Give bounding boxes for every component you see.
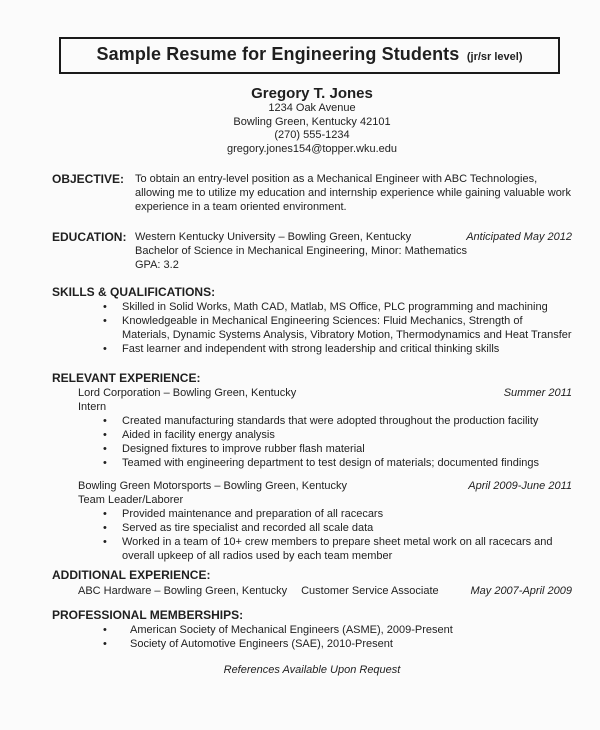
- additional-date: May 2007-April 2009: [470, 585, 572, 597]
- education-gpa: GPA: 3.2: [135, 259, 179, 271]
- skills-bullets: [52, 300, 572, 356]
- contact-name: Gregory T. Jones: [251, 85, 373, 102]
- additional-company: ABC Hardware – Bowling Green, Kentucky: [78, 585, 288, 597]
- contact-address: 1234 Oak Avenue: [268, 102, 356, 114]
- bullet-icon: •: [103, 624, 107, 636]
- job-bullets: [52, 507, 572, 563]
- additional-role: Customer Service Associate: [301, 585, 439, 597]
- list-item: [52, 314, 572, 342]
- title-box: [59, 37, 560, 74]
- job-bullet-text: Aided in facility energy analysis: [122, 429, 275, 441]
- bullet-icon: •: [103, 443, 107, 455]
- relevant-experience-section: [52, 371, 572, 563]
- contact-email: gregory.jones154@topper.wku.edu: [227, 142, 397, 155]
- contact-block: [52, 85, 572, 156]
- additional-experience-line: [52, 584, 572, 598]
- bullet-icon: •: [103, 508, 107, 520]
- list-item: [52, 456, 572, 470]
- education-label: EDUCATION:: [52, 230, 127, 244]
- bullet-icon: •: [103, 457, 107, 469]
- list-item: [52, 521, 572, 535]
- job-entry: [52, 386, 572, 470]
- skills-bullet-text: Knowledgeable in Mechanical Engineering Sciences: Fluid Mechanics, Strength of Materials, Dynamic Systems Analysis, Vibratory Motion, Thermodynamics and Heat Transfer: [122, 315, 572, 341]
- list-item: [52, 535, 572, 563]
- objective-label: OBJECTIVE:: [52, 172, 125, 186]
- contact-phone: (270) 555-1234: [274, 129, 350, 141]
- bullet-icon: •: [103, 638, 107, 650]
- skills-heading: SKILLS & QUALIFICATIONS:: [52, 285, 216, 299]
- skills-section: [52, 285, 572, 356]
- job-bullet-text: Worked in a team of 10+ crew members to prepare sheet metal work on all racecars and overall upkeep of all radios used by each team member: [122, 536, 553, 562]
- job-bullet-text: Provided maintenance and preparation of all racecars: [122, 508, 384, 520]
- list-item: [52, 300, 572, 314]
- objective-text: To obtain an entry-level position as a Mechanical Engineer with ABC Technologies, allowing me to utilize my education and internship experience while gaining valuable work experience in a team oriented environment.: [135, 173, 571, 213]
- education-section: [52, 230, 572, 272]
- job-date: April 2009-June 2011: [468, 480, 572, 492]
- bullet-icon: •: [103, 315, 107, 327]
- job-entry: [52, 479, 572, 563]
- list-item: [52, 637, 572, 651]
- job-company: Lord Corporation – Bowling Green, Kentucky: [78, 387, 297, 399]
- education-school-line: [135, 230, 572, 244]
- bullet-icon: •: [103, 522, 107, 534]
- bullet-icon: •: [103, 415, 107, 427]
- bullet-icon: •: [103, 301, 107, 313]
- job-company: Bowling Green Motorsports – Bowling Green, Kentucky: [78, 480, 348, 492]
- education-degree: Bachelor of Science in Mechanical Engineering, Minor: Mathematics: [135, 245, 467, 257]
- bullet-icon: •: [103, 429, 107, 441]
- objective-section: [52, 172, 572, 214]
- education-date: Anticipated May 2012: [466, 231, 572, 243]
- contact-city: Bowling Green, Kentucky 42101: [233, 115, 391, 128]
- list-item: [52, 414, 572, 428]
- additional-experience-heading: ADDITIONAL EXPERIENCE:: [52, 568, 211, 582]
- page-title: Sample Resume for Engineering Students: [96, 44, 460, 64]
- references-note: References Available Upon Request: [223, 664, 401, 676]
- list-item: [52, 342, 572, 356]
- job-bullet-text: Served as tire specialist and recorded all scale data: [122, 522, 374, 534]
- list-item: [52, 442, 572, 456]
- list-item: [52, 507, 572, 521]
- education-content: [135, 230, 572, 272]
- job-bullet-text: Designed fixtures to improve rubber flash material: [122, 443, 365, 455]
- job-title: Intern: [78, 401, 107, 413]
- job-company-line: [52, 386, 572, 400]
- job-title: Team Leader/Laborer: [78, 494, 184, 506]
- skills-bullet-text: Skilled in Solid Works, Math CAD, Matlab, MS Office, PLC programming and machining: [122, 301, 548, 313]
- job-company-line: [52, 479, 572, 493]
- skills-bullet-text: Fast learner and independent with strong leadership and critical thinking skills: [122, 343, 500, 355]
- job-bullet-text: Teamed with engineering department to test design of materials; documented findings: [122, 457, 540, 469]
- bullet-icon: •: [103, 536, 107, 548]
- job-bullets: [52, 414, 572, 470]
- education-school: Western Kentucky University – Bowling Green, Kentucky: [135, 231, 412, 243]
- page-title-suffix: (jr/sr level): [466, 51, 523, 63]
- job-date: Summer 2011: [503, 387, 572, 399]
- additional-experience-section: [52, 568, 572, 598]
- job-bullet-text: Created manufacturing standards that were adopted throughout the production facility: [122, 415, 539, 427]
- memberships-section: [52, 608, 572, 651]
- membership-bullet-text: American Society of Mechanical Engineers (ASME), 2009-Present: [130, 624, 453, 636]
- memberships-heading: PROFESSIONAL MEMBERSHIPS:: [52, 608, 244, 622]
- memberships-bullets: [52, 623, 572, 651]
- relevant-experience-heading: RELEVANT EXPERIENCE:: [52, 371, 201, 385]
- list-item: [52, 623, 572, 637]
- bullet-icon: •: [103, 343, 107, 355]
- membership-bullet-text: Society of Automotive Engineers (SAE), 2010-Present: [130, 638, 393, 650]
- list-item: [52, 428, 572, 442]
